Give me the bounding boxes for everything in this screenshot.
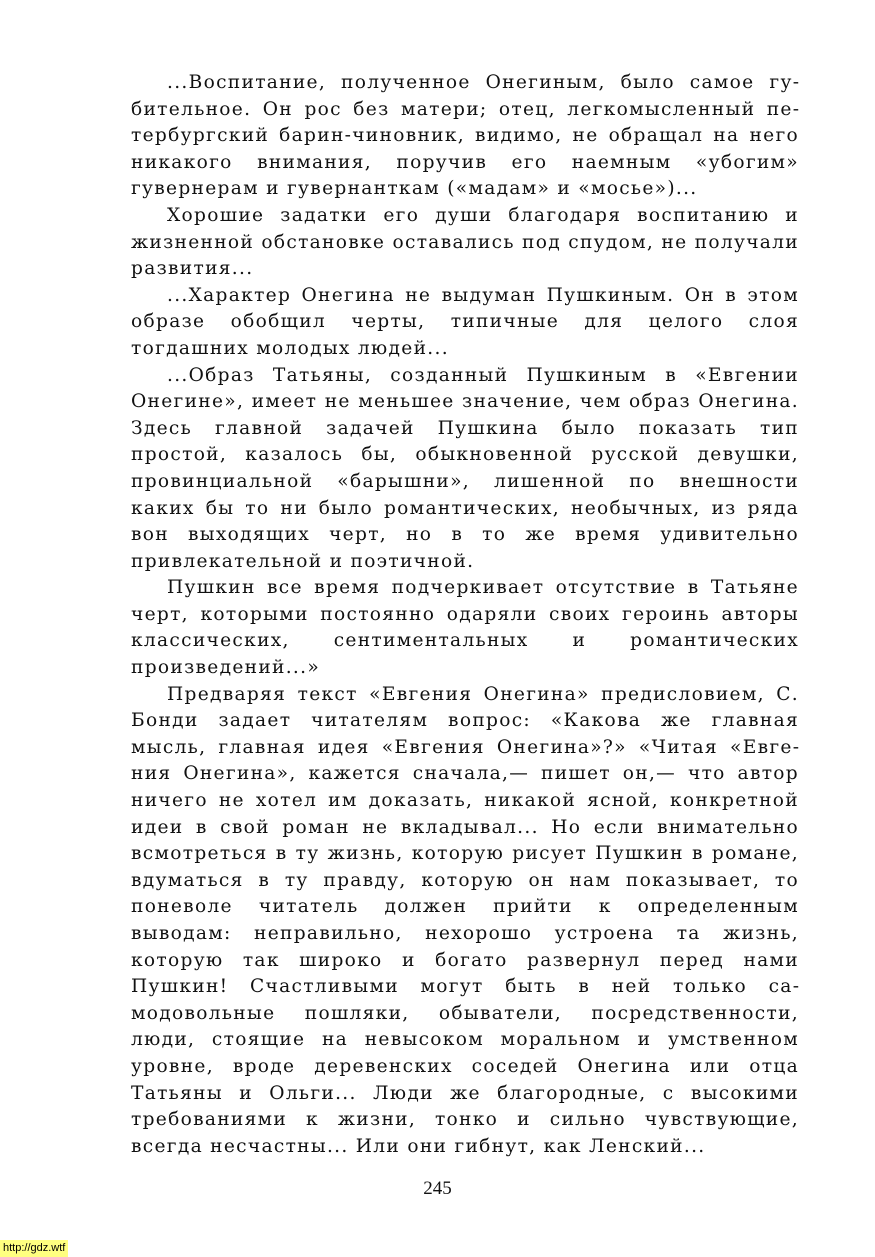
page-body (131, 70, 799, 1160)
paragraph-2: Хорошие задатки его души благодаря воспитанию и жизненной обстановке оставались под спудом, не получали развития... (131, 204, 799, 280)
paragraph-5: Пушкин все время подчеркивает отсутствие в Татьяне черт, которыми постоянно одаряли своих героинь авторы классических, сентиментальных и романтических произведений...» (131, 577, 799, 679)
paragraph-4: ...Образ Татьяны, созданный Пушкиным в «Евгении Онегине», имеет не меньшее значение, чем образ Онегина. Здесь главной задачей Пушкина было показать тип простой, казалось бы, обыкновенной русской девушки, провинциальной «барышни», лишенной по внешности каких бы то ни было романтических, необычных, из ряда вон выходящих черт, но в то же время удивительно привлекательной и поэтичной. (131, 364, 799, 572)
paragraph-1: ...Воспитание, полученное Онегиным, было самое губительное. Он рос без матери; отец, легкомысленный петербургский барин-чиновник, видимо, не обращал на него никакого внимания, поручив его наемным «убогим» гувернерам и гувернанткам («мадам» и «мосье»)... (131, 72, 799, 200)
paragraph-3: ...Характер Онегина не выдуман Пушкиным. Он в этом образе обобщил черты, типичные для целого слоя тогдашних молодых людей... (131, 284, 799, 359)
paragraph-6: Предваряя текст «Евгения Онегина» предисловием, С. Бонди задает читателям вопрос: «Какова же главная мысль, главная идея «Евгения Онегина»?» «Читая «Евгения Онегина», кажется сначала,— пишет он,— что автор ничего не хотел им доказать, никакой ясной, конкретной идеи в свой роман не вкладывал... Но если внимательно всмотреться в ту жизнь, которую рисует Пушкин в романе, вдуматься в ту правду, которую он нам показывает, то поневоле читатель должен прийти к определенным выводам: неправильно, нехорошо устроена та жизнь, которую так широко и богато развернул перед нами Пушкин! Счастливыми могут быть в ней только самодовольные пошляки, обыватели, посредственности, люди, стоящие на невысоком моральном и умственном уровне, вроде деревенских соседей Онегина или отца Татьяны и Ольги... Люди же благородные, с высокими требованиями к жизни, тонко и сильно чувствующие, всегда несчастны... Или они гибнут, как Ленский... (131, 683, 799, 1157)
page-number: 245 (423, 1178, 452, 1199)
watermark-link[interactable]: http://gdz.wtf (0, 1240, 68, 1257)
